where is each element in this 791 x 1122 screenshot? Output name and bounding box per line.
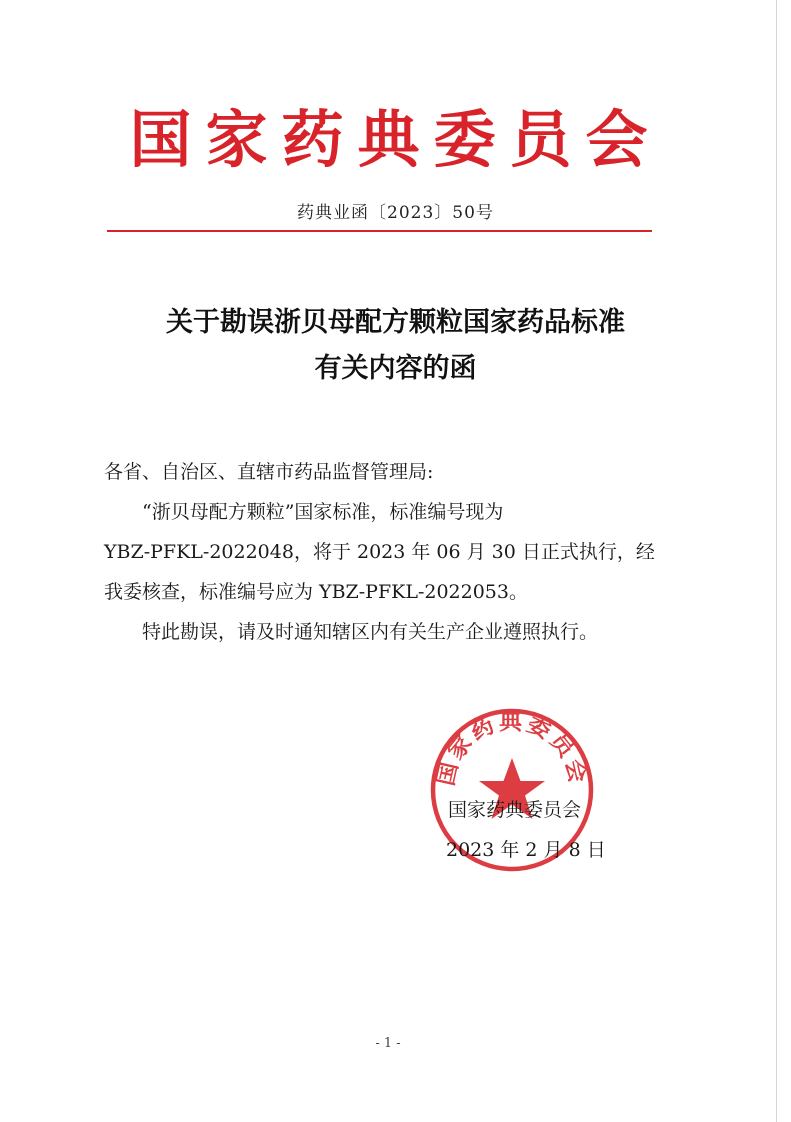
signature-date: 2023 年 2 月 8 日 <box>446 839 606 861</box>
document-body <box>104 452 664 652</box>
org-header: 国家药典委员会 <box>129 103 662 176</box>
title-line-2: 有关内容的函 <box>314 353 477 384</box>
page-number: - 1 - <box>375 1036 401 1051</box>
seal-text: 国家药典委员会 <box>432 707 592 789</box>
signature-block <box>446 790 636 870</box>
paragraph-1-line-2: YBZ-PFKL-2022048，将于 2023 年 06 月 30 日正式执行，经 <box>104 541 655 563</box>
paragraph-2: 特此勘误，请及时通知辖区内有关生产企业遵照执行。 <box>142 621 599 643</box>
paragraph-1-line-1: “浙贝母配方颗粒”国家标准，标准编号现为 <box>142 501 504 523</box>
salutation: 各省、自治区、直辖市药品监督管理局: <box>104 461 434 483</box>
document-number: 药典业函〔2023〕50号 <box>297 203 494 223</box>
document-title <box>0 300 791 392</box>
title-line-1: 关于勘误浙贝母配方颗粒国家药品标准 <box>166 307 625 338</box>
signature-org: 国家药典委员会 <box>448 799 582 821</box>
red-divider <box>107 230 652 232</box>
paragraph-1-line-3: 我委核查，标准编号应为 YBZ-PFKL-2022053。 <box>104 581 528 603</box>
